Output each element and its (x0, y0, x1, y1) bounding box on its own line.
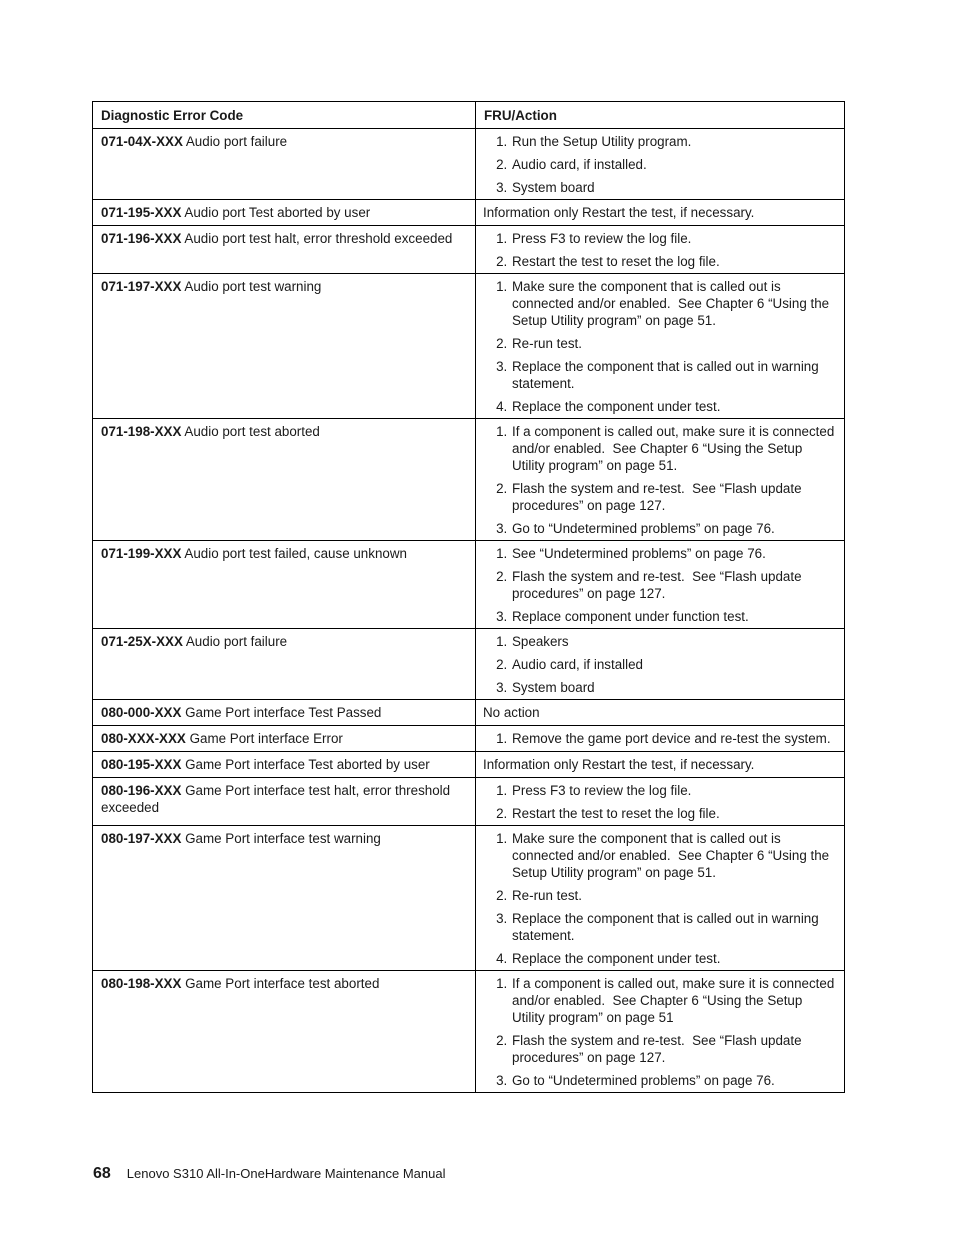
fru-action-cell (476, 129, 845, 200)
fru-action-cell (476, 778, 845, 826)
action-step: 4. Replace the component under test. (511, 398, 838, 415)
error-code-cell (93, 726, 476, 752)
error-code: 071-195-XXX (101, 205, 182, 220)
action-step: 3. Go to “Undetermined problems” on page 76. (511, 520, 838, 537)
action-step: 1. If a component is called out, make sure it is connected and/or enabled. See Chapter 6 “Using the Setup Utility program” on page 51 (511, 975, 838, 1026)
error-code-cell (93, 752, 476, 778)
fru-action-cell (476, 629, 845, 700)
error-description: Audio port test warning (181, 279, 322, 294)
table-row (93, 752, 845, 778)
action-step: 1. Speakers (511, 633, 838, 650)
action-step: 2. Re-run test. (511, 335, 838, 352)
action-step: 2. Flash the system and re-test. See “Flash update procedures” on page 127. (511, 568, 838, 602)
error-code-cell (93, 700, 476, 726)
action-steps-list (483, 730, 838, 747)
fru-action-cell (476, 700, 845, 726)
fru-action-cell (476, 971, 845, 1093)
error-code: 080-000-XXX (101, 705, 182, 720)
action-step: 3. System board (511, 179, 838, 196)
table-row (93, 826, 845, 971)
action-step: 3. Replace the component that is called out in warning statement. (511, 358, 838, 392)
action-step: 4. Replace the component under test. (511, 950, 838, 967)
action-steps-list (483, 633, 838, 696)
error-code-cell (93, 971, 476, 1093)
table-row (93, 971, 845, 1093)
table-row (93, 541, 845, 629)
error-description: Game Port interface Error (185, 731, 343, 746)
action-step: 1. Make sure the component that is called out is connected and/or enabled. See Chapter 6 “Using the Setup Utility program” on page 51. (511, 830, 838, 881)
error-description: Audio port test failed, cause unknown (181, 546, 407, 561)
diagnostic-error-table (92, 101, 845, 1093)
error-description: Audio port failure (182, 634, 288, 649)
action-step: 1. Press F3 to review the log file. (511, 230, 838, 247)
error-code-cell (93, 274, 476, 419)
action-step: 1. If a component is called out, make sure it is connected and/or enabled. See Chapter 6 “Using the Setup Utility program” on page 51. (511, 423, 838, 474)
table-row (93, 778, 845, 826)
error-code-cell (93, 778, 476, 826)
action-steps-list (483, 423, 838, 537)
error-code: 071-199-XXX (101, 546, 182, 561)
error-code-cell (93, 541, 476, 629)
error-description: Game Port interface test aborted (181, 976, 380, 991)
error-code-cell (93, 826, 476, 971)
action-text: Information only Restart the test, if necessary. (483, 205, 755, 220)
table-row (93, 629, 845, 700)
page-footer (93, 1165, 446, 1183)
action-step: 1. Remove the game port device and re-test the system. (511, 730, 838, 747)
error-description: Audio port test halt, error threshold exceeded (181, 231, 453, 246)
error-description: Game Port interface Test Passed (181, 705, 382, 720)
error-code: 080-198-XXX (101, 976, 182, 991)
table-header-row (93, 102, 845, 129)
error-description: Audio port Test aborted by user (181, 205, 371, 220)
action-step: 3. System board (511, 679, 838, 696)
error-description: Game Port interface Test aborted by user (181, 757, 430, 772)
error-description: Game Port interface test warning (181, 831, 381, 846)
error-code: 071-197-XXX (101, 279, 182, 294)
error-code-cell (93, 200, 476, 226)
table-row (93, 200, 845, 226)
table-row (93, 129, 845, 200)
error-code: 071-196-XXX (101, 231, 182, 246)
header-fru-action: FRU/Action (476, 102, 845, 129)
error-code-cell (93, 226, 476, 274)
action-step: 3. Replace component under function test. (511, 608, 838, 625)
action-step: 1. See “Undetermined problems” on page 76. (511, 545, 838, 562)
action-step: 3. Go to “Undetermined problems” on page 76. (511, 1072, 838, 1089)
error-code: 080-196-XXX (101, 783, 182, 798)
action-step: 2. Re-run test. (511, 887, 838, 904)
fru-action-cell (476, 541, 845, 629)
fru-action-cell (476, 826, 845, 971)
fru-action-cell (476, 726, 845, 752)
action-step: 3. Replace the component that is called out in warning statement. (511, 910, 838, 944)
action-steps-list (483, 975, 838, 1089)
action-steps-list (483, 830, 838, 967)
action-step: 1. Make sure the component that is called out is connected and/or enabled. See Chapter 6 “Using the Setup Utility program” on page 51. (511, 278, 838, 329)
error-description: Game Port interface test halt, error threshold exceeded (101, 783, 454, 815)
action-text: No action (483, 705, 540, 720)
action-text: Information only Restart the test, if necessary. (483, 757, 755, 772)
error-code-cell (93, 129, 476, 200)
table-row (93, 700, 845, 726)
manual-title: Lenovo S310 All-In-OneHardware Maintenance Manual (126, 1166, 446, 1181)
fru-action-cell (476, 200, 845, 226)
header-diagnostic-error-code: Diagnostic Error Code (93, 102, 476, 129)
error-code: 071-04X-XXX (101, 134, 183, 149)
error-description: Audio port failure (182, 134, 288, 149)
action-steps-list (483, 545, 838, 625)
error-code: 080-XXX-XXX (101, 731, 186, 746)
action-step: 2. Audio card, if installed. (511, 156, 838, 173)
action-steps-list (483, 230, 838, 270)
action-steps-list (483, 782, 838, 822)
action-step: 2. Audio card, if installed (511, 656, 838, 673)
action-step: 2. Flash the system and re-test. See “Flash update procedures” on page 127. (511, 1032, 838, 1066)
action-step: 1. Run the Setup Utility program. (511, 133, 838, 150)
error-code-cell (93, 419, 476, 541)
action-step: 2. Restart the test to reset the log file. (511, 253, 838, 270)
action-step: 2. Flash the system and re-test. See “Flash update procedures” on page 127. (511, 480, 838, 514)
error-description: Audio port test aborted (181, 424, 320, 439)
action-step: 2. Restart the test to reset the log file. (511, 805, 838, 822)
table-row (93, 274, 845, 419)
page-number: 68 (93, 1165, 111, 1182)
error-code: 080-195-XXX (101, 757, 182, 772)
action-steps-list (483, 133, 838, 196)
table-row (93, 419, 845, 541)
fru-action-cell (476, 752, 845, 778)
error-code: 080-197-XXX (101, 831, 182, 846)
action-steps-list (483, 278, 838, 415)
error-code: 071-198-XXX (101, 424, 182, 439)
table-row (93, 226, 845, 274)
error-code: 071-25X-XXX (101, 634, 183, 649)
action-step: 1. Press F3 to review the log file. (511, 782, 838, 799)
fru-action-cell (476, 226, 845, 274)
fru-action-cell (476, 419, 845, 541)
table-body (93, 129, 845, 1093)
table-row (93, 726, 845, 752)
fru-action-cell (476, 274, 845, 419)
error-code-cell (93, 629, 476, 700)
